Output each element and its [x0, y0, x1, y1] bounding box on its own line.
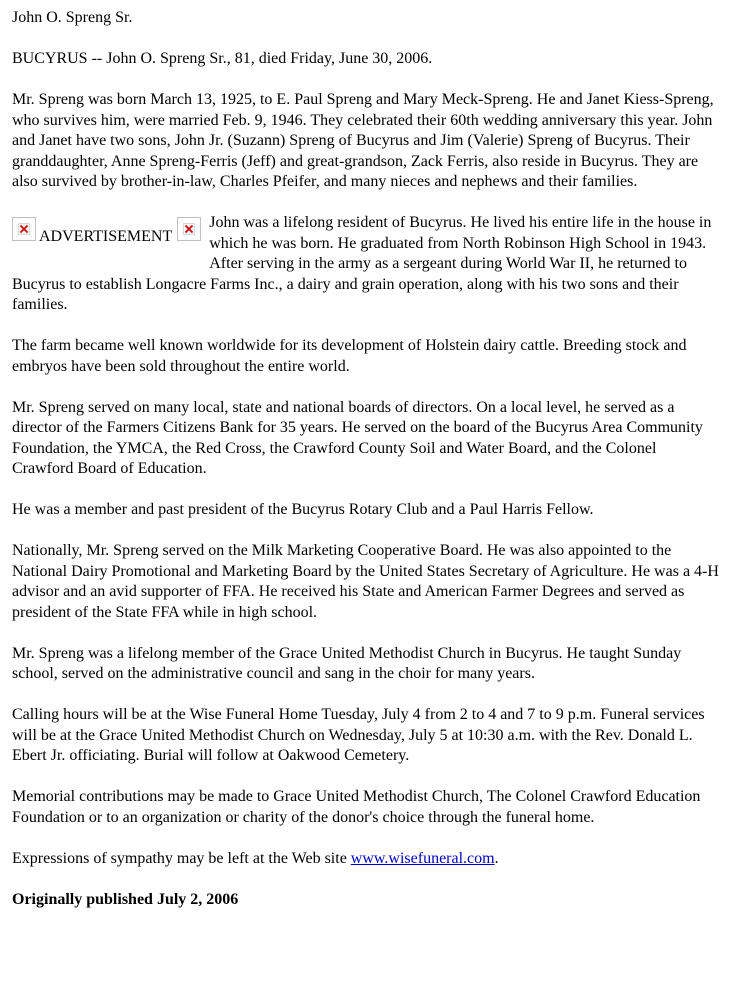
funeral-home-link[interactable]: www.wisefuneral.com — [350, 849, 495, 867]
obituary-heading: John O. Spreng Sr. — [12, 9, 133, 26]
paragraph-memorials: Memorial contributions may be made to Grace United Methodist Church, The Colonel Crawford Education Foundation or to an organization or charity of the donor's choice through the funeral home. — [12, 788, 701, 826]
sympathy-suffix: . — [494, 849, 499, 867]
dateline: BUCYRUS -- John O. Spreng Sr., 81, died Friday, June 30, 2006. — [12, 50, 433, 67]
paragraph-family: Mr. Spreng was born March 13, 1925, to E. Paul Spreng and Mary Meck-Spreng. He and Janet Kiess-Spreng, who survives him, were married Feb. 9, 1946. They celebrated their 60th wedding anniversary this year. John and Janet have two sons, John Jr. (Suzann) Spreng of Bucyrus and Jim (Valerie) Spreng of Bucyrus. Their granddaughter, Anne Spreng-Ferris (Jeff) and great-grandson, Zack Ferris, also reside in Bucyrus. They are also survived by brother-in-law, Charles Pfeifer, and many nieces and nephews and their families. — [12, 91, 714, 190]
broken-image-icon[interactable] — [177, 217, 201, 241]
paragraph-farm: The farm became well known worldwide for its development of Holstein dairy cattle. Breeding stock and embryos have been sold throughout the entire world. — [12, 337, 687, 375]
paragraph-sympathy — [12, 849, 719, 870]
paragraph-services: Calling hours will be at the Wise Funeral Home Tuesday, July 4 from 2 to 4 and 7 to 9 p.m. Funeral services will be at the Grace United Methodist Church on Wednesday, July 5 at 10:30 a.m. with the Rev. Donald L. Ebert Jr. officiating. Burial will follow at Oakwood Cemetery. — [12, 706, 705, 764]
sympathy-text: Expressions of sympathy may be left at the Web site — [12, 849, 351, 867]
broken-image-x-glyph — [19, 224, 29, 234]
broken-image-x-glyph — [184, 224, 194, 234]
paragraph-boards: Mr. Spreng served on many local, state and national boards of directors. On a local level, he served as a director of the Farmers Citizens Bank for 35 years. He served on the board of the Bucyrus Area Community Foundation, the YMCA, the Red Cross, the Crawford County Soil and Water Board, and the Colonel Crawford Board of Education. — [12, 398, 703, 477]
advertisement-label: ADVERTISEMENT — [39, 228, 173, 245]
broken-image-icon[interactable] — [12, 217, 36, 241]
paragraph-church: Mr. Spreng was a lifelong member of the Grace United Methodist Church in Bucyrus. He taught Sunday school, served on the administrative council and sang in the choir for many years. — [12, 644, 682, 682]
paragraph-national: Nationally, Mr. Spreng served on the Milk Marketing Cooperative Board. He was also appointed to the National Dairy Promotional and Marketing Board by the United States Secretary of Agriculture. He was a 4-H advisor and an avid supporter of FFA. He received his State and American Farmer Degrees and served as president of the State FFA while in high school. — [12, 542, 719, 621]
paragraph-career: John was a lifelong resident of Bucyrus. He lived his entire life in the house in which he was born. He graduated from North Robinson High School in 1943. After serving in the army as a sergeant during World War II, he returned to Bucyrus to establish Longacre Farms Inc., a dairy and grain operation, along with his two sons and their families. — [12, 214, 712, 313]
paragraph-rotary: He was a member and past president of the Bucyrus Rotary Club and a Paul Harris Fellow. — [12, 501, 594, 518]
advertisement-block — [12, 213, 201, 253]
career-block — [12, 213, 719, 316]
published-date: Originally published July 2, 2006 — [12, 890, 239, 908]
